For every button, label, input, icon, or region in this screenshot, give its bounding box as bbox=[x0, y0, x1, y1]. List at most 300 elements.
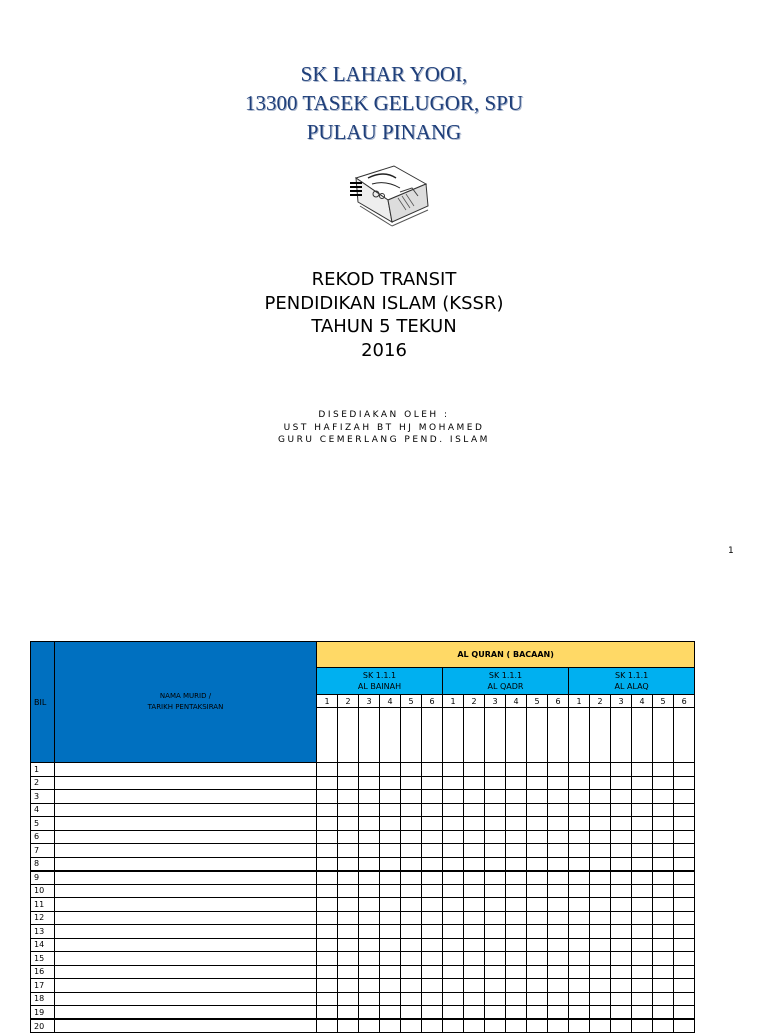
score-cell[interactable] bbox=[611, 803, 632, 817]
score-cell[interactable] bbox=[506, 938, 527, 952]
student-name-cell[interactable] bbox=[55, 844, 317, 858]
score-cell[interactable] bbox=[464, 844, 485, 858]
score-cell[interactable] bbox=[317, 952, 338, 966]
score-cell[interactable] bbox=[569, 898, 590, 912]
score-cell[interactable] bbox=[380, 871, 401, 885]
score-cell[interactable] bbox=[548, 830, 569, 844]
score-cell[interactable] bbox=[611, 1019, 632, 1033]
score-cell[interactable] bbox=[527, 844, 548, 858]
score-cell[interactable] bbox=[590, 857, 611, 871]
score-cell[interactable] bbox=[317, 925, 338, 939]
score-cell[interactable] bbox=[422, 1019, 443, 1033]
score-cell[interactable] bbox=[359, 925, 380, 939]
score-cell[interactable] bbox=[464, 830, 485, 844]
score-cell[interactable] bbox=[611, 979, 632, 993]
score-cell[interactable] bbox=[359, 898, 380, 912]
score-cell[interactable] bbox=[653, 844, 674, 858]
score-cell[interactable] bbox=[401, 1006, 422, 1020]
score-cell[interactable] bbox=[506, 763, 527, 777]
score-cell[interactable] bbox=[527, 898, 548, 912]
score-cell[interactable] bbox=[443, 884, 464, 898]
score-cell[interactable] bbox=[632, 830, 653, 844]
score-cell[interactable] bbox=[359, 790, 380, 804]
score-cell[interactable] bbox=[317, 898, 338, 912]
score-cell[interactable] bbox=[611, 763, 632, 777]
score-cell[interactable] bbox=[317, 1006, 338, 1020]
score-cell[interactable] bbox=[632, 803, 653, 817]
score-cell[interactable] bbox=[443, 803, 464, 817]
score-cell[interactable] bbox=[674, 938, 695, 952]
score-cell[interactable] bbox=[611, 925, 632, 939]
score-cell[interactable] bbox=[611, 817, 632, 831]
score-cell[interactable] bbox=[569, 884, 590, 898]
score-cell[interactable] bbox=[485, 817, 506, 831]
score-cell[interactable] bbox=[632, 790, 653, 804]
score-cell[interactable] bbox=[527, 830, 548, 844]
score-cell[interactable] bbox=[338, 790, 359, 804]
score-cell[interactable] bbox=[464, 1019, 485, 1033]
score-cell[interactable] bbox=[506, 952, 527, 966]
score-cell[interactable] bbox=[443, 992, 464, 1006]
score-cell[interactable] bbox=[569, 952, 590, 966]
score-cell[interactable] bbox=[611, 1006, 632, 1020]
score-cell[interactable] bbox=[527, 871, 548, 885]
score-cell[interactable] bbox=[590, 803, 611, 817]
score-cell[interactable] bbox=[674, 911, 695, 925]
score-cell[interactable] bbox=[317, 911, 338, 925]
score-cell[interactable] bbox=[359, 952, 380, 966]
score-cell[interactable] bbox=[653, 911, 674, 925]
score-cell[interactable] bbox=[485, 790, 506, 804]
score-cell[interactable] bbox=[401, 803, 422, 817]
score-cell[interactable] bbox=[317, 790, 338, 804]
score-cell[interactable] bbox=[401, 979, 422, 993]
score-cell[interactable] bbox=[506, 1006, 527, 1020]
score-cell[interactable] bbox=[506, 884, 527, 898]
score-cell[interactable] bbox=[485, 1006, 506, 1020]
score-cell[interactable] bbox=[380, 965, 401, 979]
score-cell[interactable] bbox=[359, 763, 380, 777]
score-cell[interactable] bbox=[632, 763, 653, 777]
score-cell[interactable] bbox=[380, 844, 401, 858]
score-cell[interactable] bbox=[443, 857, 464, 871]
score-cell[interactable] bbox=[443, 938, 464, 952]
score-cell[interactable] bbox=[653, 898, 674, 912]
score-cell[interactable] bbox=[632, 952, 653, 966]
score-cell[interactable] bbox=[359, 830, 380, 844]
score-cell[interactable] bbox=[443, 776, 464, 790]
score-cell[interactable] bbox=[506, 830, 527, 844]
score-cell[interactable] bbox=[338, 871, 359, 885]
score-cell[interactable] bbox=[611, 911, 632, 925]
score-cell[interactable] bbox=[422, 776, 443, 790]
score-cell[interactable] bbox=[506, 1019, 527, 1033]
score-cell[interactable] bbox=[317, 844, 338, 858]
score-cell[interactable] bbox=[506, 965, 527, 979]
score-cell[interactable] bbox=[443, 911, 464, 925]
score-cell[interactable] bbox=[317, 979, 338, 993]
student-name-cell[interactable] bbox=[55, 763, 317, 777]
score-cell[interactable] bbox=[422, 871, 443, 885]
student-name-cell[interactable] bbox=[55, 803, 317, 817]
score-cell[interactable] bbox=[590, 911, 611, 925]
score-cell[interactable] bbox=[464, 911, 485, 925]
score-cell[interactable] bbox=[443, 965, 464, 979]
score-cell[interactable] bbox=[464, 857, 485, 871]
score-cell[interactable] bbox=[401, 817, 422, 831]
score-cell[interactable] bbox=[338, 938, 359, 952]
score-cell[interactable] bbox=[464, 925, 485, 939]
score-cell[interactable] bbox=[548, 763, 569, 777]
score-cell[interactable] bbox=[338, 1006, 359, 1020]
score-cell[interactable] bbox=[338, 925, 359, 939]
score-cell[interactable] bbox=[653, 817, 674, 831]
score-cell[interactable] bbox=[317, 857, 338, 871]
score-cell[interactable] bbox=[590, 898, 611, 912]
student-name-cell[interactable] bbox=[55, 965, 317, 979]
score-cell[interactable] bbox=[401, 965, 422, 979]
score-cell[interactable] bbox=[590, 776, 611, 790]
score-cell[interactable] bbox=[338, 857, 359, 871]
score-cell[interactable] bbox=[590, 763, 611, 777]
score-cell[interactable] bbox=[317, 1019, 338, 1033]
score-cell[interactable] bbox=[548, 898, 569, 912]
score-cell[interactable] bbox=[611, 844, 632, 858]
score-cell[interactable] bbox=[338, 776, 359, 790]
score-cell[interactable] bbox=[653, 992, 674, 1006]
score-cell[interactable] bbox=[506, 979, 527, 993]
score-cell[interactable] bbox=[317, 992, 338, 1006]
score-cell[interactable] bbox=[569, 979, 590, 993]
score-cell[interactable] bbox=[422, 979, 443, 993]
score-cell[interactable] bbox=[569, 925, 590, 939]
student-name-cell[interactable] bbox=[55, 911, 317, 925]
score-cell[interactable] bbox=[632, 871, 653, 885]
score-cell[interactable] bbox=[485, 871, 506, 885]
score-cell[interactable] bbox=[611, 871, 632, 885]
score-cell[interactable] bbox=[674, 925, 695, 939]
score-cell[interactable] bbox=[527, 776, 548, 790]
score-cell[interactable] bbox=[611, 965, 632, 979]
score-cell[interactable] bbox=[485, 925, 506, 939]
score-cell[interactable] bbox=[380, 790, 401, 804]
score-cell[interactable] bbox=[632, 776, 653, 790]
score-cell[interactable] bbox=[401, 884, 422, 898]
score-cell[interactable] bbox=[653, 952, 674, 966]
score-cell[interactable] bbox=[380, 925, 401, 939]
score-cell[interactable] bbox=[464, 790, 485, 804]
score-cell[interactable] bbox=[548, 938, 569, 952]
score-cell[interactable] bbox=[401, 776, 422, 790]
score-cell[interactable] bbox=[506, 790, 527, 804]
score-cell[interactable] bbox=[443, 979, 464, 993]
score-cell[interactable] bbox=[527, 938, 548, 952]
score-cell[interactable] bbox=[317, 938, 338, 952]
score-cell[interactable] bbox=[380, 884, 401, 898]
score-cell[interactable] bbox=[653, 979, 674, 993]
score-cell[interactable] bbox=[359, 884, 380, 898]
score-cell[interactable] bbox=[548, 925, 569, 939]
score-cell[interactable] bbox=[443, 830, 464, 844]
score-cell[interactable] bbox=[443, 1019, 464, 1033]
student-name-cell[interactable] bbox=[55, 979, 317, 993]
score-cell[interactable] bbox=[527, 857, 548, 871]
score-cell[interactable] bbox=[569, 857, 590, 871]
score-cell[interactable] bbox=[569, 1006, 590, 1020]
score-cell[interactable] bbox=[506, 898, 527, 912]
score-cell[interactable] bbox=[590, 844, 611, 858]
score-cell[interactable] bbox=[674, 979, 695, 993]
score-cell[interactable] bbox=[569, 871, 590, 885]
score-cell[interactable] bbox=[590, 884, 611, 898]
score-cell[interactable] bbox=[590, 925, 611, 939]
score-cell[interactable] bbox=[422, 844, 443, 858]
score-cell[interactable] bbox=[380, 938, 401, 952]
score-cell[interactable] bbox=[632, 911, 653, 925]
score-cell[interactable] bbox=[359, 1019, 380, 1033]
score-cell[interactable] bbox=[401, 871, 422, 885]
score-cell[interactable] bbox=[674, 965, 695, 979]
score-cell[interactable] bbox=[485, 844, 506, 858]
score-cell[interactable] bbox=[527, 817, 548, 831]
score-cell[interactable] bbox=[485, 884, 506, 898]
score-cell[interactable] bbox=[380, 979, 401, 993]
score-cell[interactable] bbox=[380, 1019, 401, 1033]
score-cell[interactable] bbox=[401, 925, 422, 939]
score-cell[interactable] bbox=[338, 979, 359, 993]
score-cell[interactable] bbox=[527, 803, 548, 817]
score-cell[interactable] bbox=[548, 965, 569, 979]
score-cell[interactable] bbox=[317, 884, 338, 898]
score-cell[interactable] bbox=[569, 763, 590, 777]
score-cell[interactable] bbox=[443, 898, 464, 912]
score-cell[interactable] bbox=[527, 965, 548, 979]
score-cell[interactable] bbox=[590, 871, 611, 885]
score-cell[interactable] bbox=[548, 992, 569, 1006]
score-cell[interactable] bbox=[380, 911, 401, 925]
score-cell[interactable] bbox=[464, 817, 485, 831]
score-cell[interactable] bbox=[359, 979, 380, 993]
score-cell[interactable] bbox=[338, 817, 359, 831]
score-cell[interactable] bbox=[359, 871, 380, 885]
student-name-cell[interactable] bbox=[55, 830, 317, 844]
score-cell[interactable] bbox=[485, 965, 506, 979]
score-cell[interactable] bbox=[464, 992, 485, 1006]
score-cell[interactable] bbox=[632, 938, 653, 952]
score-cell[interactable] bbox=[632, 965, 653, 979]
score-cell[interactable] bbox=[527, 979, 548, 993]
score-cell[interactable] bbox=[443, 763, 464, 777]
score-cell[interactable] bbox=[338, 763, 359, 777]
score-cell[interactable] bbox=[527, 1019, 548, 1033]
score-cell[interactable] bbox=[569, 992, 590, 1006]
score-cell[interactable] bbox=[485, 857, 506, 871]
student-name-cell[interactable] bbox=[55, 790, 317, 804]
score-cell[interactable] bbox=[506, 911, 527, 925]
score-cell[interactable] bbox=[401, 898, 422, 912]
student-name-cell[interactable] bbox=[55, 857, 317, 871]
score-cell[interactable] bbox=[485, 979, 506, 993]
score-cell[interactable] bbox=[527, 1006, 548, 1020]
score-cell[interactable] bbox=[359, 803, 380, 817]
score-cell[interactable] bbox=[569, 965, 590, 979]
score-cell[interactable] bbox=[611, 938, 632, 952]
score-cell[interactable] bbox=[317, 776, 338, 790]
score-cell[interactable] bbox=[674, 830, 695, 844]
score-cell[interactable] bbox=[632, 979, 653, 993]
score-cell[interactable] bbox=[401, 790, 422, 804]
score-cell[interactable] bbox=[653, 763, 674, 777]
score-cell[interactable] bbox=[674, 803, 695, 817]
score-cell[interactable] bbox=[548, 803, 569, 817]
score-cell[interactable] bbox=[569, 803, 590, 817]
score-cell[interactable] bbox=[569, 830, 590, 844]
score-cell[interactable] bbox=[443, 790, 464, 804]
score-cell[interactable] bbox=[485, 898, 506, 912]
score-cell[interactable] bbox=[464, 979, 485, 993]
student-name-cell[interactable] bbox=[55, 952, 317, 966]
score-cell[interactable] bbox=[380, 898, 401, 912]
score-cell[interactable] bbox=[464, 938, 485, 952]
score-cell[interactable] bbox=[338, 830, 359, 844]
score-cell[interactable] bbox=[674, 817, 695, 831]
score-cell[interactable] bbox=[317, 803, 338, 817]
score-cell[interactable] bbox=[653, 938, 674, 952]
score-cell[interactable] bbox=[338, 844, 359, 858]
score-cell[interactable] bbox=[338, 965, 359, 979]
score-cell[interactable] bbox=[464, 898, 485, 912]
score-cell[interactable] bbox=[611, 790, 632, 804]
score-cell[interactable] bbox=[380, 830, 401, 844]
score-cell[interactable] bbox=[464, 871, 485, 885]
score-cell[interactable] bbox=[443, 952, 464, 966]
score-cell[interactable] bbox=[506, 925, 527, 939]
score-cell[interactable] bbox=[464, 803, 485, 817]
score-cell[interactable] bbox=[674, 992, 695, 1006]
score-cell[interactable] bbox=[653, 884, 674, 898]
score-cell[interactable] bbox=[674, 898, 695, 912]
student-name-cell[interactable] bbox=[55, 898, 317, 912]
score-cell[interactable] bbox=[380, 1006, 401, 1020]
score-cell[interactable] bbox=[527, 925, 548, 939]
score-cell[interactable] bbox=[422, 790, 443, 804]
score-cell[interactable] bbox=[422, 763, 443, 777]
score-cell[interactable] bbox=[317, 763, 338, 777]
score-cell[interactable] bbox=[422, 992, 443, 1006]
score-cell[interactable] bbox=[338, 884, 359, 898]
score-cell[interactable] bbox=[590, 1019, 611, 1033]
score-cell[interactable] bbox=[569, 844, 590, 858]
score-cell[interactable] bbox=[422, 803, 443, 817]
score-cell[interactable] bbox=[359, 1006, 380, 1020]
score-cell[interactable] bbox=[464, 952, 485, 966]
score-cell[interactable] bbox=[653, 857, 674, 871]
score-cell[interactable] bbox=[632, 925, 653, 939]
score-cell[interactable] bbox=[485, 911, 506, 925]
score-cell[interactable] bbox=[632, 992, 653, 1006]
score-cell[interactable] bbox=[548, 844, 569, 858]
score-cell[interactable] bbox=[527, 992, 548, 1006]
score-cell[interactable] bbox=[506, 857, 527, 871]
score-cell[interactable] bbox=[380, 763, 401, 777]
score-cell[interactable] bbox=[611, 952, 632, 966]
score-cell[interactable] bbox=[674, 776, 695, 790]
score-cell[interactable] bbox=[485, 938, 506, 952]
score-cell[interactable] bbox=[422, 1006, 443, 1020]
score-cell[interactable] bbox=[485, 803, 506, 817]
score-cell[interactable] bbox=[674, 790, 695, 804]
score-cell[interactable] bbox=[359, 857, 380, 871]
score-cell[interactable] bbox=[569, 817, 590, 831]
score-cell[interactable] bbox=[485, 952, 506, 966]
score-cell[interactable] bbox=[506, 871, 527, 885]
score-cell[interactable] bbox=[653, 830, 674, 844]
score-cell[interactable] bbox=[359, 992, 380, 1006]
score-cell[interactable] bbox=[485, 992, 506, 1006]
student-name-cell[interactable] bbox=[55, 817, 317, 831]
score-cell[interactable] bbox=[485, 776, 506, 790]
score-cell[interactable] bbox=[401, 763, 422, 777]
score-cell[interactable] bbox=[338, 911, 359, 925]
score-cell[interactable] bbox=[401, 857, 422, 871]
score-cell[interactable] bbox=[317, 871, 338, 885]
score-cell[interactable] bbox=[401, 992, 422, 1006]
score-cell[interactable] bbox=[653, 776, 674, 790]
score-cell[interactable] bbox=[422, 857, 443, 871]
score-cell[interactable] bbox=[653, 1006, 674, 1020]
score-cell[interactable] bbox=[422, 925, 443, 939]
score-cell[interactable] bbox=[338, 952, 359, 966]
score-cell[interactable] bbox=[359, 911, 380, 925]
score-cell[interactable] bbox=[401, 830, 422, 844]
score-cell[interactable] bbox=[632, 1006, 653, 1020]
score-cell[interactable] bbox=[422, 952, 443, 966]
score-cell[interactable] bbox=[548, 979, 569, 993]
score-cell[interactable] bbox=[611, 898, 632, 912]
student-name-cell[interactable] bbox=[55, 1006, 317, 1020]
score-cell[interactable] bbox=[464, 884, 485, 898]
score-cell[interactable] bbox=[569, 776, 590, 790]
score-cell[interactable] bbox=[380, 992, 401, 1006]
score-cell[interactable] bbox=[527, 763, 548, 777]
score-cell[interactable] bbox=[380, 857, 401, 871]
score-cell[interactable] bbox=[611, 992, 632, 1006]
score-cell[interactable] bbox=[317, 830, 338, 844]
score-cell[interactable] bbox=[506, 817, 527, 831]
score-cell[interactable] bbox=[548, 1006, 569, 1020]
score-cell[interactable] bbox=[359, 844, 380, 858]
score-cell[interactable] bbox=[674, 1019, 695, 1033]
score-cell[interactable] bbox=[359, 965, 380, 979]
score-cell[interactable] bbox=[527, 790, 548, 804]
score-cell[interactable] bbox=[590, 790, 611, 804]
score-cell[interactable] bbox=[548, 911, 569, 925]
score-cell[interactable] bbox=[401, 938, 422, 952]
score-cell[interactable] bbox=[527, 884, 548, 898]
score-cell[interactable] bbox=[380, 817, 401, 831]
score-cell[interactable] bbox=[443, 925, 464, 939]
score-cell[interactable] bbox=[674, 884, 695, 898]
score-cell[interactable] bbox=[338, 803, 359, 817]
score-cell[interactable] bbox=[506, 776, 527, 790]
student-name-cell[interactable] bbox=[55, 925, 317, 939]
score-cell[interactable] bbox=[548, 1019, 569, 1033]
student-name-cell[interactable] bbox=[55, 992, 317, 1006]
score-cell[interactable] bbox=[548, 776, 569, 790]
score-cell[interactable] bbox=[422, 830, 443, 844]
score-cell[interactable] bbox=[422, 898, 443, 912]
score-cell[interactable] bbox=[380, 803, 401, 817]
